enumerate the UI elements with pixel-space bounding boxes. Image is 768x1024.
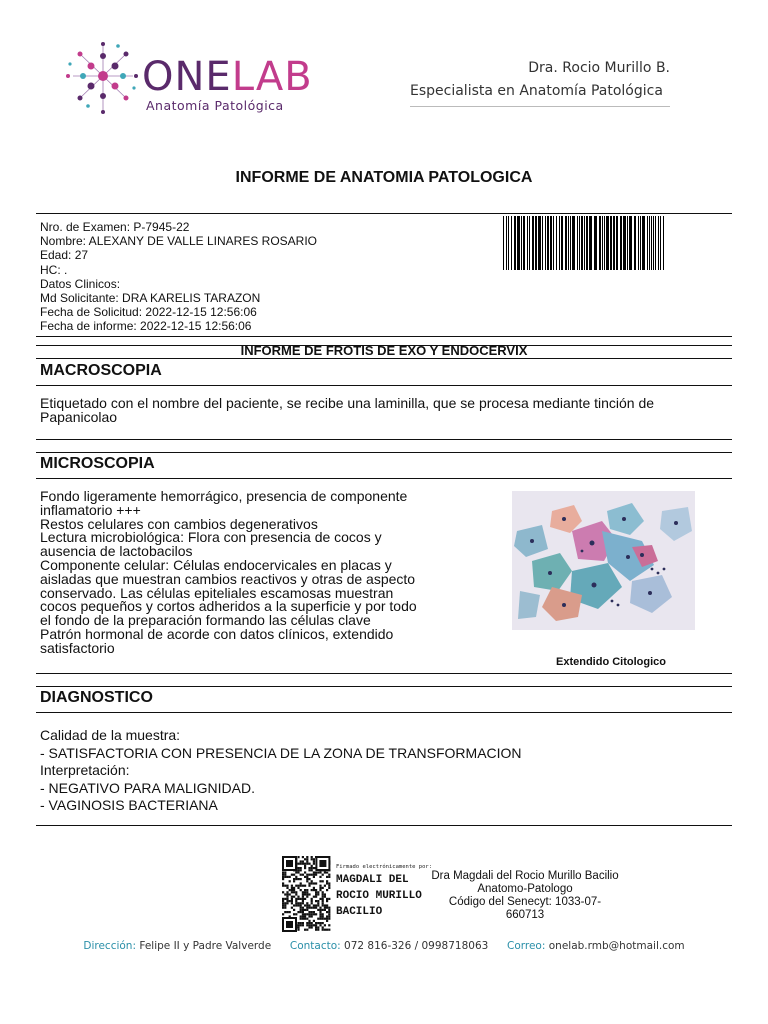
divider (36, 712, 732, 713)
barcode-icon (503, 216, 667, 270)
footer (0, 940, 768, 952)
divider (36, 213, 732, 214)
cytology-micrograph (512, 491, 695, 630)
contact-label: Contacto: (289, 940, 341, 952)
patient-hc: HC: . (40, 262, 68, 277)
microscopia-line: satisfactorio (40, 639, 115, 656)
diagnostico-line: - NEGATIVO PARA MALIGNIDAD. (40, 779, 255, 796)
requesting-md: Md Solicitante: DRA KARELIS TARAZON (40, 291, 261, 306)
microscopia-line: el fondo de la preparación formando las células clave (40, 612, 371, 629)
email-label: Correo: (507, 940, 546, 952)
diagnostico-line: Interpretación: (40, 762, 130, 778)
divider (36, 673, 732, 674)
microscopia-line: Restos celulares con cambios degenerativos (40, 515, 318, 532)
electronic-signer (336, 872, 422, 920)
qr-code-icon (282, 856, 332, 932)
exam-number: Nro. de Examen: P-7945-22 (40, 220, 190, 234)
divider (36, 478, 732, 479)
divider (36, 825, 732, 826)
signer-line: MAGDALI DEL (336, 874, 409, 886)
divider (36, 686, 732, 687)
patient-name: Nombre: ALEXANY DE VALLE LINARES ROSARIO (40, 234, 317, 249)
doctor-name: Dra. Rocio Murillo B. (528, 60, 670, 76)
signed-label: Firmado electrónicamente por: (336, 864, 433, 870)
diagnostico-text (40, 727, 522, 815)
header-divider (410, 106, 670, 107)
diagnostico-line: - SATISFACTORIA CON PRESENCIA DE LA ZONA DE TRANSFORMACION (40, 744, 522, 761)
divider (36, 385, 732, 386)
email: onelab.rmb@hotmail.com (548, 940, 685, 952)
request-date: Fecha de Solicitud: 2022-12-15 12:56:06 (40, 305, 257, 320)
logo-subtitle: Anatomía Patológica (146, 98, 284, 113)
senecyt-code: Código del Senecyt: 1033-07-660713 (448, 896, 602, 921)
onelab-logo (58, 36, 318, 126)
doctor-specialty: Especialista en Anatomía Patológica (410, 83, 663, 99)
microscopia-line: aisladas que muestran cambios reactivos y otras de aspecto (40, 570, 416, 587)
report-title: INFORME DE ANATOMIA PATOLOGICA (235, 169, 533, 186)
address: Felipe II y Padre Valverde (139, 940, 272, 952)
signer-name: Dra Magdali del Rocio Murillo Bacilio (431, 870, 619, 882)
image-caption: Extendido Citologico (556, 656, 666, 668)
diagnostico-heading: DIAGNOSTICO (40, 689, 153, 706)
diagnostico-line: - VAGINOSIS BACTERIANA (40, 797, 218, 813)
divider (36, 452, 732, 453)
microscopia-text (40, 490, 480, 656)
microscopia-line: cocos pequeños y cortos adheridos a la superficie y por todo (40, 598, 417, 615)
macroscopia-text: Etiquetado con el nombre del paciente, se recibe una laminilla, que se procesa mediante tinción de Papanicolao (40, 395, 655, 425)
macroscopia-heading: MACROSCOPIA (40, 362, 162, 379)
microscopia-heading: MICROSCOPIA (40, 455, 155, 472)
microscopia-line: Lectura microbiológica: Flora con presencia de cocos y (40, 529, 382, 546)
divider (36, 358, 732, 359)
microscopia-line: ausencia de lactobacilos (40, 543, 193, 560)
microscopia-line: conservado. Las células epiteliales escamosas muestran (40, 584, 394, 601)
address-label: Dirección: (83, 940, 137, 952)
divider (36, 439, 732, 440)
microscopia-line: Fondo ligeramente hemorrágico, presencia de componente (40, 488, 408, 504)
signer-line: ROCIO MURILLO (336, 890, 422, 902)
signature-block (430, 870, 620, 922)
divider (36, 336, 732, 337)
patient-age: Edad: 27 (40, 248, 89, 263)
report-date: Fecha de informe: 2022-12-15 12:56:06 (40, 319, 252, 334)
microscopia-line: inflamatorio +++ (40, 501, 141, 518)
microscopia-line: Patrón hormonal de acorde con datos clínicos, extendido (40, 625, 394, 642)
contact: 072 816-326 / 0998718063 (344, 940, 489, 952)
clinical-data: Datos Clinicos: (40, 276, 121, 291)
microscopia-line: Componente celular: Células endocervicales en placas y (40, 556, 392, 573)
molecule-logo-icon (58, 36, 148, 126)
diagnostico-line: Calidad de la muestra: (40, 727, 181, 743)
logo-wordmark: ONELAB (142, 54, 313, 100)
report-subtitle: INFORME DE FROTIS DE EXO Y ENDOCERVIX (240, 343, 528, 358)
signer-line: BACILIO (336, 906, 383, 918)
patient-info (40, 220, 317, 334)
signer-role: Anatomo-Patologo (477, 883, 573, 895)
